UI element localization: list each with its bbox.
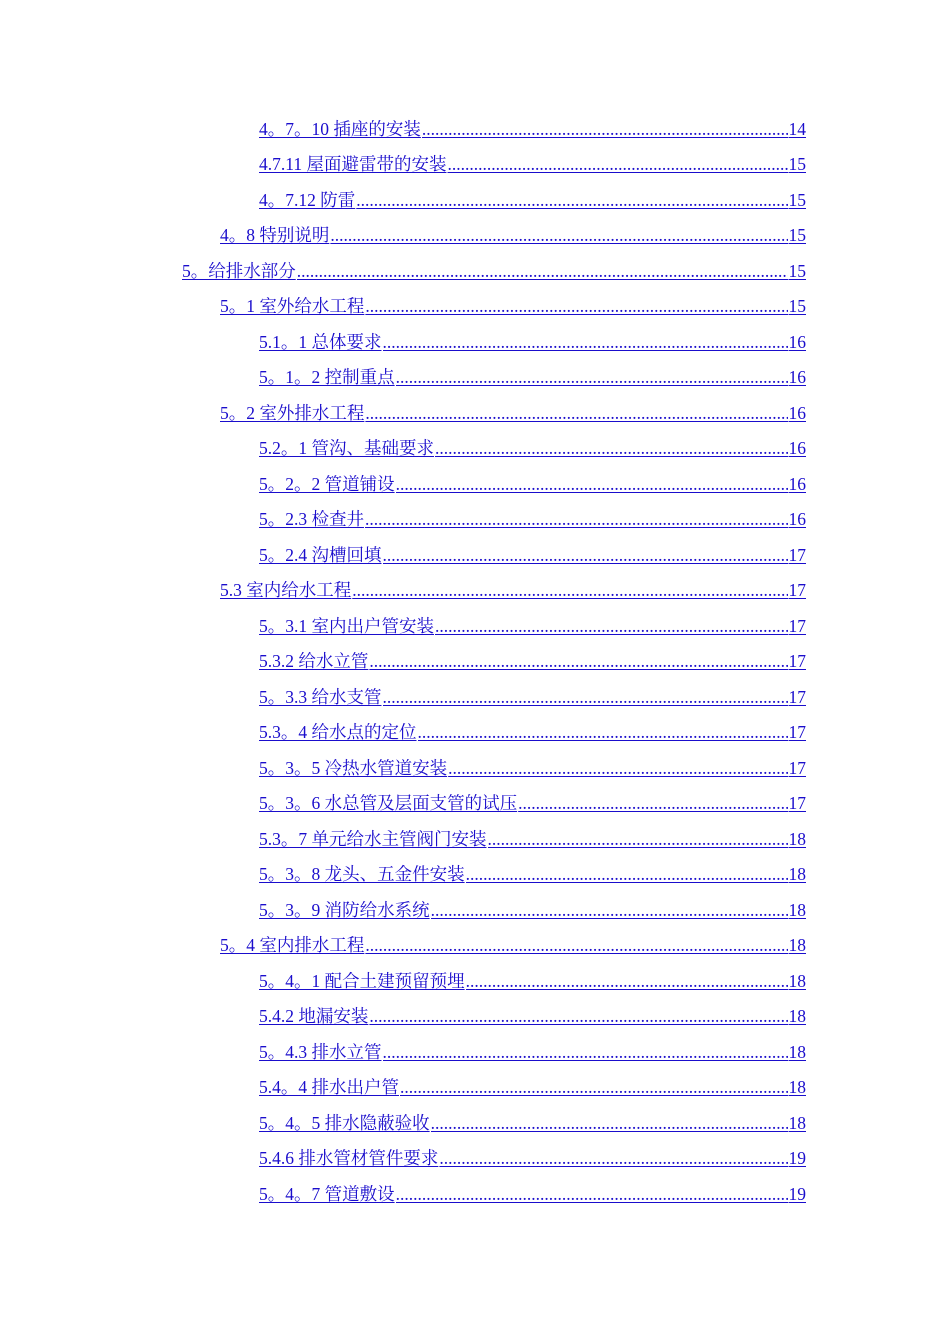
toc-link[interactable] — [259, 329, 806, 355]
toc-link[interactable] — [259, 648, 806, 674]
toc-entry-title: 4。7。10 插座的安装 — [259, 118, 421, 139]
toc-dot-leader — [365, 400, 787, 426]
toc-page-number: 19 — [788, 1148, 806, 1168]
toc-row — [0, 710, 950, 746]
toc-entry-title: 5。4.3 排水立管 — [259, 1041, 382, 1062]
toc-entry-level-3 — [0, 106, 806, 142]
toc-row — [0, 852, 950, 888]
toc-entry-title: 5.4.6 排水管材管件要求 — [259, 1148, 439, 1168]
toc-page-number: 18 — [788, 935, 806, 955]
toc-link[interactable] — [259, 471, 806, 497]
toc-row — [0, 923, 950, 959]
toc-entry-level-2 — [0, 923, 806, 959]
toc-row — [0, 1100, 950, 1136]
toc-row — [0, 177, 950, 213]
toc-entry-level-3 — [0, 603, 806, 639]
toc-link[interactable] — [259, 187, 806, 213]
toc-entry-title: 5。4 室内排水工程 — [220, 935, 365, 955]
toc-entry-level-1 — [0, 248, 806, 284]
toc-page-number: 18 — [788, 828, 806, 849]
toc-entry-level-3 — [0, 142, 806, 178]
toc-dot-leader — [383, 542, 788, 568]
toc-entry-level-2 — [0, 568, 806, 604]
toc-entry-level-3 — [0, 177, 806, 213]
toc-row — [0, 887, 950, 923]
toc-entry-level-3 — [0, 319, 806, 355]
toc-row — [0, 745, 950, 781]
toc-page-number: 16 — [788, 438, 806, 458]
toc-row — [0, 532, 950, 568]
toc-dot-leader — [447, 151, 787, 177]
toc-entry-title: 4.7.11 屋面避雷带的安装 — [259, 154, 447, 174]
toc-link[interactable] — [259, 116, 806, 142]
toc-link[interactable] — [182, 258, 806, 284]
toc-dot-leader — [422, 116, 788, 142]
toc-row — [0, 994, 950, 1030]
toc-page-number: 18 — [788, 1077, 806, 1097]
toc-row — [0, 390, 950, 426]
toc-entry-title: 5。2 室外排水工程 — [220, 402, 365, 423]
toc-dot-leader — [396, 364, 788, 390]
toc-entry-title: 5。4。1 配合土建预留预埋 — [259, 970, 465, 991]
toc-link[interactable] — [259, 1039, 806, 1065]
toc-entry-level-3 — [0, 639, 806, 675]
toc-page-number: 15 — [788, 154, 806, 174]
toc-row — [0, 319, 950, 355]
toc-row — [0, 781, 950, 817]
toc-entry-title: 5。给排水部分 — [182, 260, 296, 281]
toc-page-number: 18 — [788, 1041, 806, 1062]
toc-link[interactable] — [259, 613, 806, 639]
toc-dot-leader — [356, 187, 787, 213]
toc-entry-title: 5.3。4 给水点的定位 — [259, 722, 417, 742]
toc-link[interactable] — [259, 542, 806, 568]
toc-row — [0, 1029, 950, 1065]
toc-link[interactable] — [220, 222, 806, 248]
toc-dot-leader — [383, 1039, 788, 1065]
toc-link[interactable] — [259, 861, 806, 887]
toc-dot-leader — [365, 293, 787, 319]
toc-entry-title: 5。2。2 管道铺设 — [259, 473, 395, 494]
toc-row — [0, 248, 950, 284]
toc-page-number: 16 — [788, 367, 806, 387]
toc-row — [0, 1136, 950, 1172]
toc-entry-level-3 — [0, 887, 806, 923]
toc-entry-title: 5。3.3 给水支管 — [259, 686, 382, 707]
toc-dot-leader — [330, 222, 787, 248]
toc-page-number: 18 — [788, 899, 806, 920]
toc-entry-title: 5.1。1 总体要求 — [259, 331, 382, 352]
toc-entry-level-3 — [0, 426, 806, 462]
toc-row — [0, 568, 950, 604]
toc-row — [0, 497, 950, 533]
toc-row — [0, 603, 950, 639]
toc-entry-level-3 — [0, 1171, 806, 1207]
toc-entry-title: 4。8 特别说明 — [220, 225, 330, 245]
toc-entry-level-3 — [0, 1100, 806, 1136]
toc-dot-leader — [418, 719, 788, 745]
toc-page-number: 18 — [788, 970, 806, 991]
toc-entry-level-3 — [0, 355, 806, 391]
toc-entry-level-3 — [0, 1136, 806, 1172]
toc-dot-leader — [488, 826, 788, 852]
toc-page-number: 15 — [788, 189, 806, 210]
toc-entry-title: 5。3。6 水总管及层面支管的试压 — [259, 793, 518, 813]
toc-entry-level-3 — [0, 816, 806, 852]
toc-page-number: 15 — [788, 296, 806, 316]
toc-link[interactable] — [259, 790, 806, 816]
toc-entry-title: 5.3。7 单元给水主管阀门安装 — [259, 828, 487, 849]
toc-link[interactable] — [259, 826, 806, 852]
toc-entry-title: 5.4。4 排水出户管 — [259, 1077, 399, 1097]
toc-dot-leader — [518, 790, 787, 816]
toc-entry-level-3 — [0, 1065, 806, 1101]
toc-entry-title: 5。3.1 室内出户管安装 — [259, 615, 434, 636]
toc-entry-title: 5.3.2 给水立管 — [259, 651, 369, 671]
toc-link[interactable] — [259, 719, 806, 745]
toc-link[interactable] — [220, 293, 806, 319]
toc-row — [0, 639, 950, 675]
toc-row — [0, 284, 950, 320]
toc-entry-level-3 — [0, 958, 806, 994]
toc-link[interactable] — [259, 1003, 806, 1029]
toc-entry-level-3 — [0, 674, 806, 710]
toc-row — [0, 958, 950, 994]
toc-row — [0, 674, 950, 710]
toc-entry-title: 5。2.4 沟槽回填 — [259, 544, 382, 565]
toc-dot-leader — [466, 861, 788, 887]
toc-link[interactable] — [259, 364, 806, 390]
toc-page-number: 18 — [788, 864, 806, 884]
toc-entry-title: 5。4。5 排水隐蔽验收 — [259, 1112, 430, 1133]
toc-dot-leader — [369, 648, 787, 674]
toc-entry-title: 5。2.3 检查井 — [259, 509, 364, 529]
toc-dot-leader — [369, 1003, 787, 1029]
toc-link[interactable] — [220, 932, 806, 958]
toc-dot-leader — [396, 1181, 788, 1207]
toc-page-number: 19 — [788, 1183, 806, 1204]
toc-entry-level-3 — [0, 745, 806, 781]
toc-link[interactable] — [220, 400, 806, 426]
toc-page-number: 14 — [788, 118, 806, 139]
toc-link[interactable] — [220, 577, 806, 603]
toc-entry-level-3 — [0, 532, 806, 568]
toc-link[interactable] — [259, 1181, 806, 1207]
toc-dot-leader — [431, 1110, 788, 1136]
toc-dot-leader — [400, 1074, 788, 1100]
toc-link[interactable] — [259, 1074, 806, 1100]
toc-page-number: 17 — [788, 722, 806, 742]
toc-page-number: 16 — [788, 331, 806, 352]
toc-dot-leader — [383, 329, 788, 355]
toc-page-number: 17 — [788, 615, 806, 636]
toc-link[interactable] — [259, 435, 806, 461]
toc-dot-leader — [365, 932, 787, 958]
toc-entry-title: 5。3。8 龙头、五金件安装 — [259, 864, 465, 884]
toc-dot-leader — [352, 577, 787, 603]
toc-entry-level-3 — [0, 994, 806, 1030]
toc-dot-leader — [297, 258, 788, 284]
toc-row — [0, 426, 950, 462]
toc-link[interactable] — [259, 506, 806, 532]
toc-entry-title: 5。1。2 控制重点 — [259, 367, 395, 387]
toc-row — [0, 142, 950, 178]
toc-entry-title: 5。4。7 管道敷设 — [259, 1183, 395, 1204]
toc-entry-title: 5.3 室内给水工程 — [220, 580, 352, 600]
toc-dot-leader — [383, 684, 788, 710]
toc-dot-leader — [439, 1145, 787, 1171]
toc-page-number: 16 — [788, 402, 806, 423]
toc-link[interactable] — [259, 1110, 806, 1136]
toc-page-number: 17 — [788, 544, 806, 565]
toc-page-number: 17 — [788, 686, 806, 707]
toc-entry-title: 5.4.2 地漏安装 — [259, 1006, 369, 1026]
toc-entry-level-2 — [0, 213, 806, 249]
toc-dot-leader — [448, 755, 787, 781]
toc-link[interactable] — [259, 151, 806, 177]
toc-entry-title: 5.2。1 管沟、基础要求 — [259, 438, 434, 458]
toc-entry-title: 5。3。5 冷热水管道安装 — [259, 757, 448, 778]
toc-row — [0, 106, 950, 142]
toc-dot-leader — [435, 435, 788, 461]
toc-page-number: 15 — [788, 260, 806, 281]
toc-row — [0, 355, 950, 391]
toc-page-number: 17 — [788, 793, 806, 813]
toc-link[interactable] — [259, 755, 806, 781]
toc-page-number: 17 — [788, 757, 806, 778]
toc-link[interactable] — [259, 968, 806, 994]
toc-dot-leader — [396, 471, 788, 497]
toc-entry-level-2 — [0, 390, 806, 426]
toc-link[interactable] — [259, 684, 806, 710]
toc-page-number: 16 — [788, 473, 806, 494]
toc-page-number: 18 — [788, 1006, 806, 1026]
toc-row — [0, 213, 950, 249]
toc-page-number: 17 — [788, 651, 806, 671]
toc-entry-title: 4。7.12 防雷 — [259, 189, 356, 210]
toc-row — [0, 1065, 950, 1101]
toc-entry-level-2 — [0, 284, 806, 320]
toc-row — [0, 1171, 950, 1207]
toc-dot-leader — [466, 968, 788, 994]
toc-link[interactable] — [259, 1145, 806, 1171]
toc-entry-title: 5。3。9 消防给水系统 — [259, 899, 430, 920]
toc-entry-level-3 — [0, 497, 806, 533]
toc-page-number: 18 — [788, 1112, 806, 1133]
toc-entry-level-3 — [0, 1029, 806, 1065]
toc-page-number: 17 — [788, 580, 806, 600]
toc-entry-level-3 — [0, 710, 806, 746]
toc-entry-level-3 — [0, 852, 806, 888]
toc-row — [0, 816, 950, 852]
toc-dot-leader — [431, 897, 788, 923]
toc-entry-title: 5。1 室外给水工程 — [220, 296, 365, 316]
toc-row — [0, 461, 950, 497]
toc-link[interactable] — [259, 897, 806, 923]
table-of-contents — [0, 106, 950, 1207]
toc-dot-leader — [365, 506, 788, 532]
toc-page-number: 16 — [788, 509, 806, 529]
toc-entry-level-3 — [0, 461, 806, 497]
toc-page-number: 15 — [788, 225, 806, 245]
toc-dot-leader — [435, 613, 788, 639]
toc-entry-level-3 — [0, 781, 806, 817]
